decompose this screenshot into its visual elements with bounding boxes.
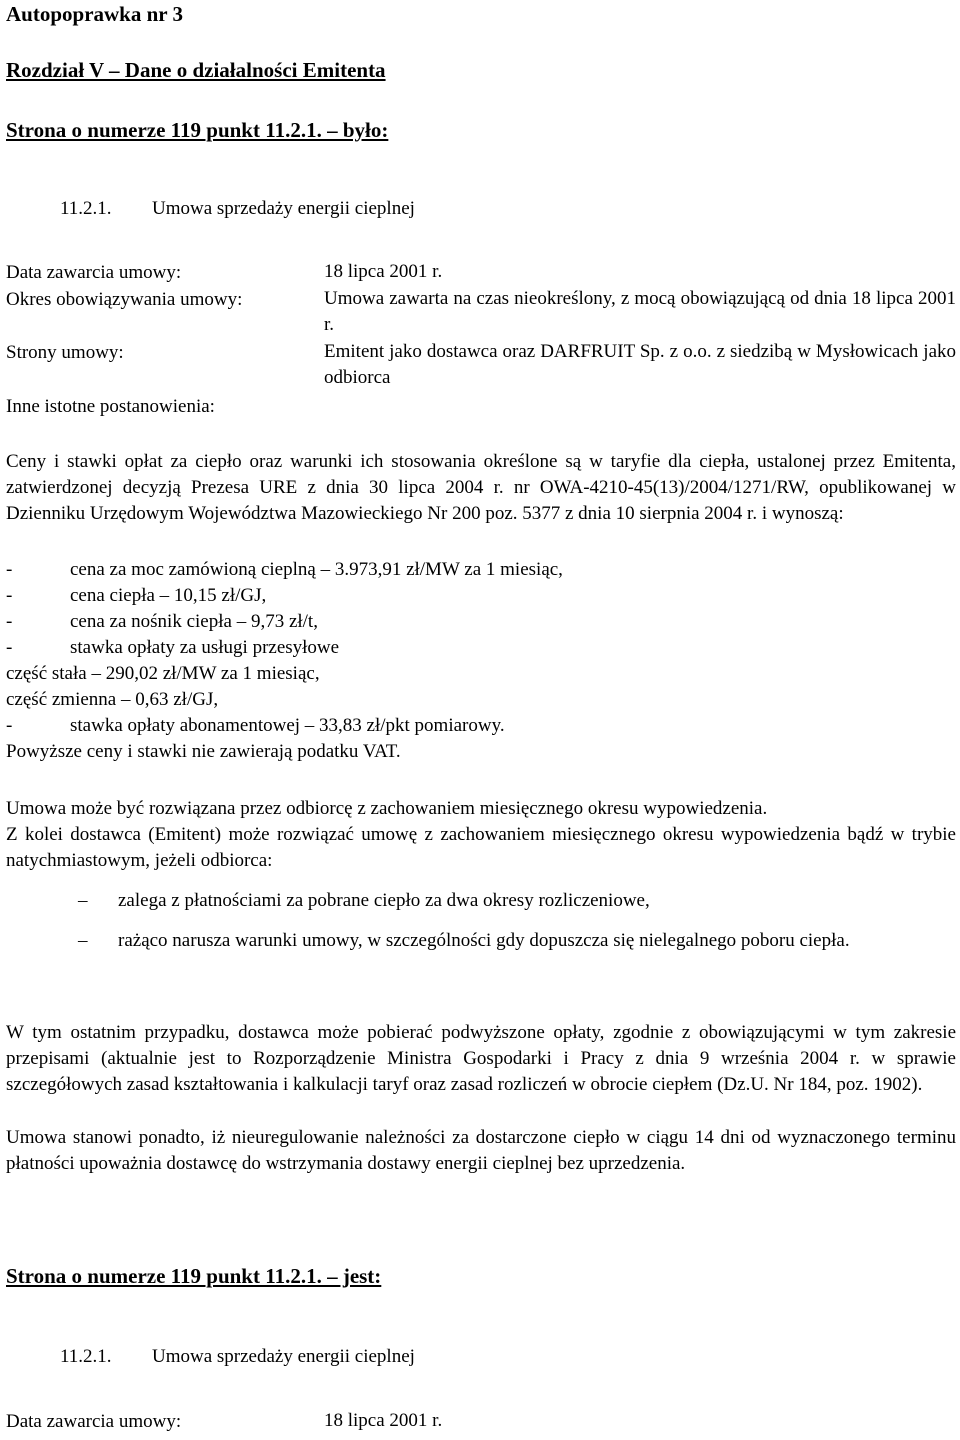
info-label: Data zawarcia umowy: xyxy=(6,1411,182,1432)
prices-intro-paragraph: Ceny i stawki opłat za ciepło oraz warunki ich stosowania określone są w taryfie dla ciepła, ustalonej przez Emitenta, zatwierdzonej decyzją Prezesa URE z dnia 30 lipca 2004 r. nr OWA-4210-45(13)/2004/1271/RW, opublikowanej w Dzienniku Urzędowym Województwa Mazowieckiego Nr 200 poz. 5377 z dnia 10 sierpnia 2004 r. i wynoszą: xyxy=(6,451,956,524)
document-title: Autopoprawka nr 3 xyxy=(6,2,183,26)
section-number: 11.2.1. xyxy=(60,198,112,219)
list-item: - cena za moc zamówioną cieplną – 3.973,91 zł/MW za 1 miesiąc, xyxy=(6,559,563,580)
info-label: Okres obowiązywania umowy: xyxy=(6,289,243,310)
variable-part-line: część zmienna – 0,63 zł/GJ, xyxy=(6,689,219,710)
termination-paragraph-2: Z kolei dostawca (Emitent) może rozwiązać umowę z zachowaniem miesięcznego okresu wypowiedzenia bądź w trybie natychmiastowym, jeżeli odbiorca: xyxy=(6,824,956,871)
info-value: 18 lipca 2001 r. xyxy=(324,261,443,282)
info-value: Umowa zawarta na czas nieokreślony, z mocą obowiązującą od dnia 18 lipca 2001 r. xyxy=(324,288,956,335)
termination-paragraph-1: Umowa może być rozwiązana przez odbiorcę z zachowaniem miesięcznego okresu wypowiedzenia. xyxy=(6,798,768,819)
list-item: - cena ciepła – 10,15 zł/GJ, xyxy=(6,585,267,606)
was-heading: Strona o numerze 119 punkt 11.2.1. – było: xyxy=(6,118,389,142)
last-case-paragraph: W tym ostatnim przypadku, dostawca może pobierać podwyższone opłaty, zgodnie z obowiązującymi w tym zakresie przepisami (aktualnie jest to Rozporządzenie Ministra Gospodarki i Pracy z dnia 9 września 2004 r. w sprawie szczegółowych zasad kształtowania i kalkulacji taryf oraz zasad rozliczeń w obrocie ciepłem (Dz.U. Nr 184, poz. 1902). xyxy=(6,1022,956,1095)
unregulated-paragraph: Umowa stanowi ponadto, iż nieuregulowanie należności za dostarczone ciepło w ciągu 14 dni od wyznaczonego terminu płatności upoważnia dostawcę do wstrzymania dostawy energii cieplnej bez uprzedzenia. xyxy=(6,1127,956,1174)
section-number: 11.2.1. xyxy=(60,1346,112,1367)
info-label: Strony umowy: xyxy=(6,342,124,363)
info-value: Emitent jako dostawca oraz DARFRUIT Sp. z o.o. z siedzibą w Mysłowicach jako odbiorca xyxy=(324,341,956,388)
info-value: 18 lipca 2001 r. xyxy=(324,1410,443,1431)
list-item: - stawka opłaty za usługi przesyłowe xyxy=(6,637,340,658)
fixed-part-line: część stała – 290,02 zł/MW za 1 miesiąc, xyxy=(6,663,320,684)
chapter-heading: Rozdział V – Dane o działalności Emitenta xyxy=(6,58,386,82)
section-name: Umowa sprzedaży energii cieplnej xyxy=(152,198,415,219)
section-name: Umowa sprzedaży energii cieplnej xyxy=(152,1346,415,1367)
list-item: - cena za nośnik ciepła – 9,73 zł/t, xyxy=(6,611,318,632)
info-label: Data zawarcia umowy: xyxy=(6,262,182,283)
list-item: - stawka opłaty abonamentowej – 33,83 zł/pkt pomiarowy. xyxy=(6,715,505,736)
info-label: Inne istotne postanowienia: xyxy=(6,396,215,417)
is-heading: Strona o numerze 119 punkt 11.2.1. – jest: xyxy=(6,1264,382,1288)
vat-note: Powyższe ceny i stawki nie zawierają podatku VAT. xyxy=(6,741,401,762)
price-list xyxy=(6,557,956,765)
